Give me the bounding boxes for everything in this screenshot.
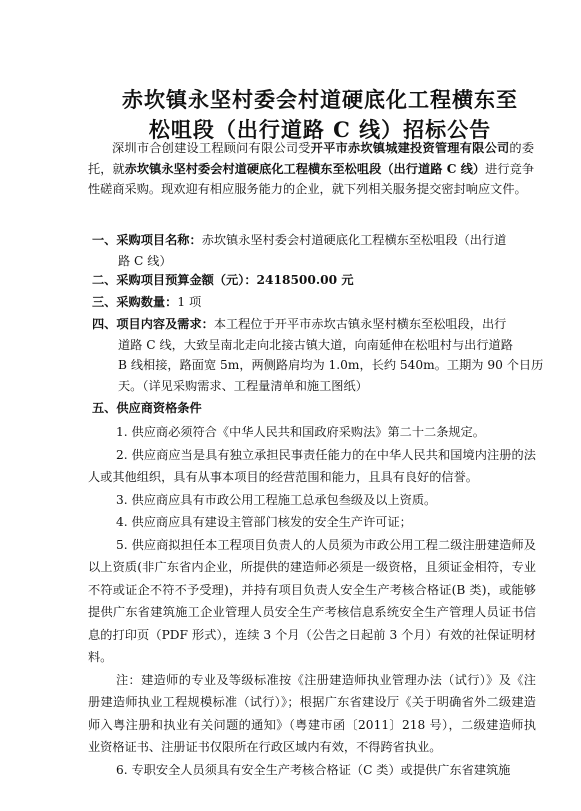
item-3-number: 三、 (92, 295, 117, 309)
intro-paragraph (88, 138, 534, 200)
condition-1: 1. 供应商必须符合《中华人民共和国政府采购法》第二十二条规定。 (116, 425, 485, 439)
qualification-list (88, 421, 536, 781)
condition-6: 6. 专职安全人员须具有安全生产考核合格证（C 类）或提供广东省建筑施 (116, 762, 511, 777)
item-5-label: 供应商资格条件 (116, 401, 202, 415)
item-4-content (92, 314, 544, 396)
condition-3: 3. 供应商应具有市政公用工程施工总承包叁级及以上资质。 (116, 492, 437, 507)
item-1-number: 一、 (92, 233, 117, 247)
item-5-number: 五、 (92, 401, 117, 415)
item-5-qualifications (92, 398, 532, 419)
item-3-value: 1 项 (177, 295, 202, 309)
item-1-project-name (92, 230, 532, 271)
item-4-value-c: B 线相接，路面宽 5m，两侧路肩均为 1.0m，长约 540m。工期为 90 个日历 (118, 358, 544, 372)
intro-principal: 开平市赤坎镇城建投资管理有限公司 (310, 141, 510, 155)
item-4-value-a: 本工程位于开平市赤坎古镇永坚村横东至松咀段，出行 (213, 317, 507, 331)
item-2-budget (92, 270, 532, 291)
item-2-value: 2418500.00 元 (256, 273, 354, 287)
item-2-label: 采购项目预算金额（元）： (116, 273, 257, 287)
condition-note: 注：建造师的专业及等级标准按《注册建造师执业管理办法（试行）》及《注册建造师执业工程规模标准（试行）》；根据广东省建设厅《关于明确省外二级建造师入粤注册和执业有关问题的通知》（粤建市函〔2011〕218 号），二级建造师执业资格证书、注册证书仅限所在行政区域内有效，不得跨省执业。 (88, 672, 536, 754)
condition-5: 5. 供应商拟担任本工程项目负责人的人员须为市政公用工程二级注册建造师及以上资质(非广东省内企业，所提供的建造师必须是一级资格，且须证金相符，专业不符或证企不符不予受理)，并持有项目负责人安全生产考核合格证(B 类)，或能够提供广东省建筑施工企业管理人员安全生产考核信息系统安全生产管理人员证书信息的打印页（PDF 形式），连续 3 个月（公告之日起前 3 个月）有效的社保证明材料。 (88, 537, 536, 664)
intro-mid: 的委托，就 (88, 141, 535, 176)
item-4-number: 四、 (92, 317, 117, 331)
intro-tail: 进行竞争性磋商采购。现欢迎有相应服务能力的企业，就下列相关服务提交密封响应文件。 (88, 161, 535, 196)
page-title-line-1: 赤坎镇永坚村委会村道硬底化工程横东至 (122, 87, 518, 112)
intro-agent: 深圳市合创建设工程顾问有限公司受 (112, 141, 311, 155)
page-title-line-2: 松咀段（出行道路 C 线）招标公告 (148, 117, 492, 142)
item-1-label: 采购项目名称： (116, 233, 202, 247)
item-3-label: 采购数量： (116, 295, 178, 309)
item-4-value-b: 道路 C 线，大致呈南北走向北接古镇大道，向南延伸在松咀村与出行道路 (118, 337, 513, 352)
item-4-label: 项目内容及需求： (116, 317, 214, 331)
intro-project: 赤坎镇永坚村委会村道硬底化工程横东至松咀段（出行道路 C 线） (124, 161, 486, 176)
condition-4: 4. 供应商应具有建设主管部门核发的安全生产许可证； (116, 515, 412, 529)
item-1-value-b: 路 C 线） (118, 253, 172, 268)
item-2-number: 二、 (92, 273, 117, 287)
item-4-value-d: 天。（详见采购需求、工程量清单和施工图纸） (118, 378, 368, 393)
condition-2: 2. 供应商应当是具有独立承担民事责任能力的在中华人民共和国境内注册的法人或其他组织，具有从事本项目的经营范围和能力，且具有良好的信誉。 (88, 447, 536, 484)
item-3-quantity (92, 292, 532, 313)
item-1-value-a: 赤坎镇永坚村委会村道硬底化工程横东至松咀段（出行道 (201, 233, 507, 247)
